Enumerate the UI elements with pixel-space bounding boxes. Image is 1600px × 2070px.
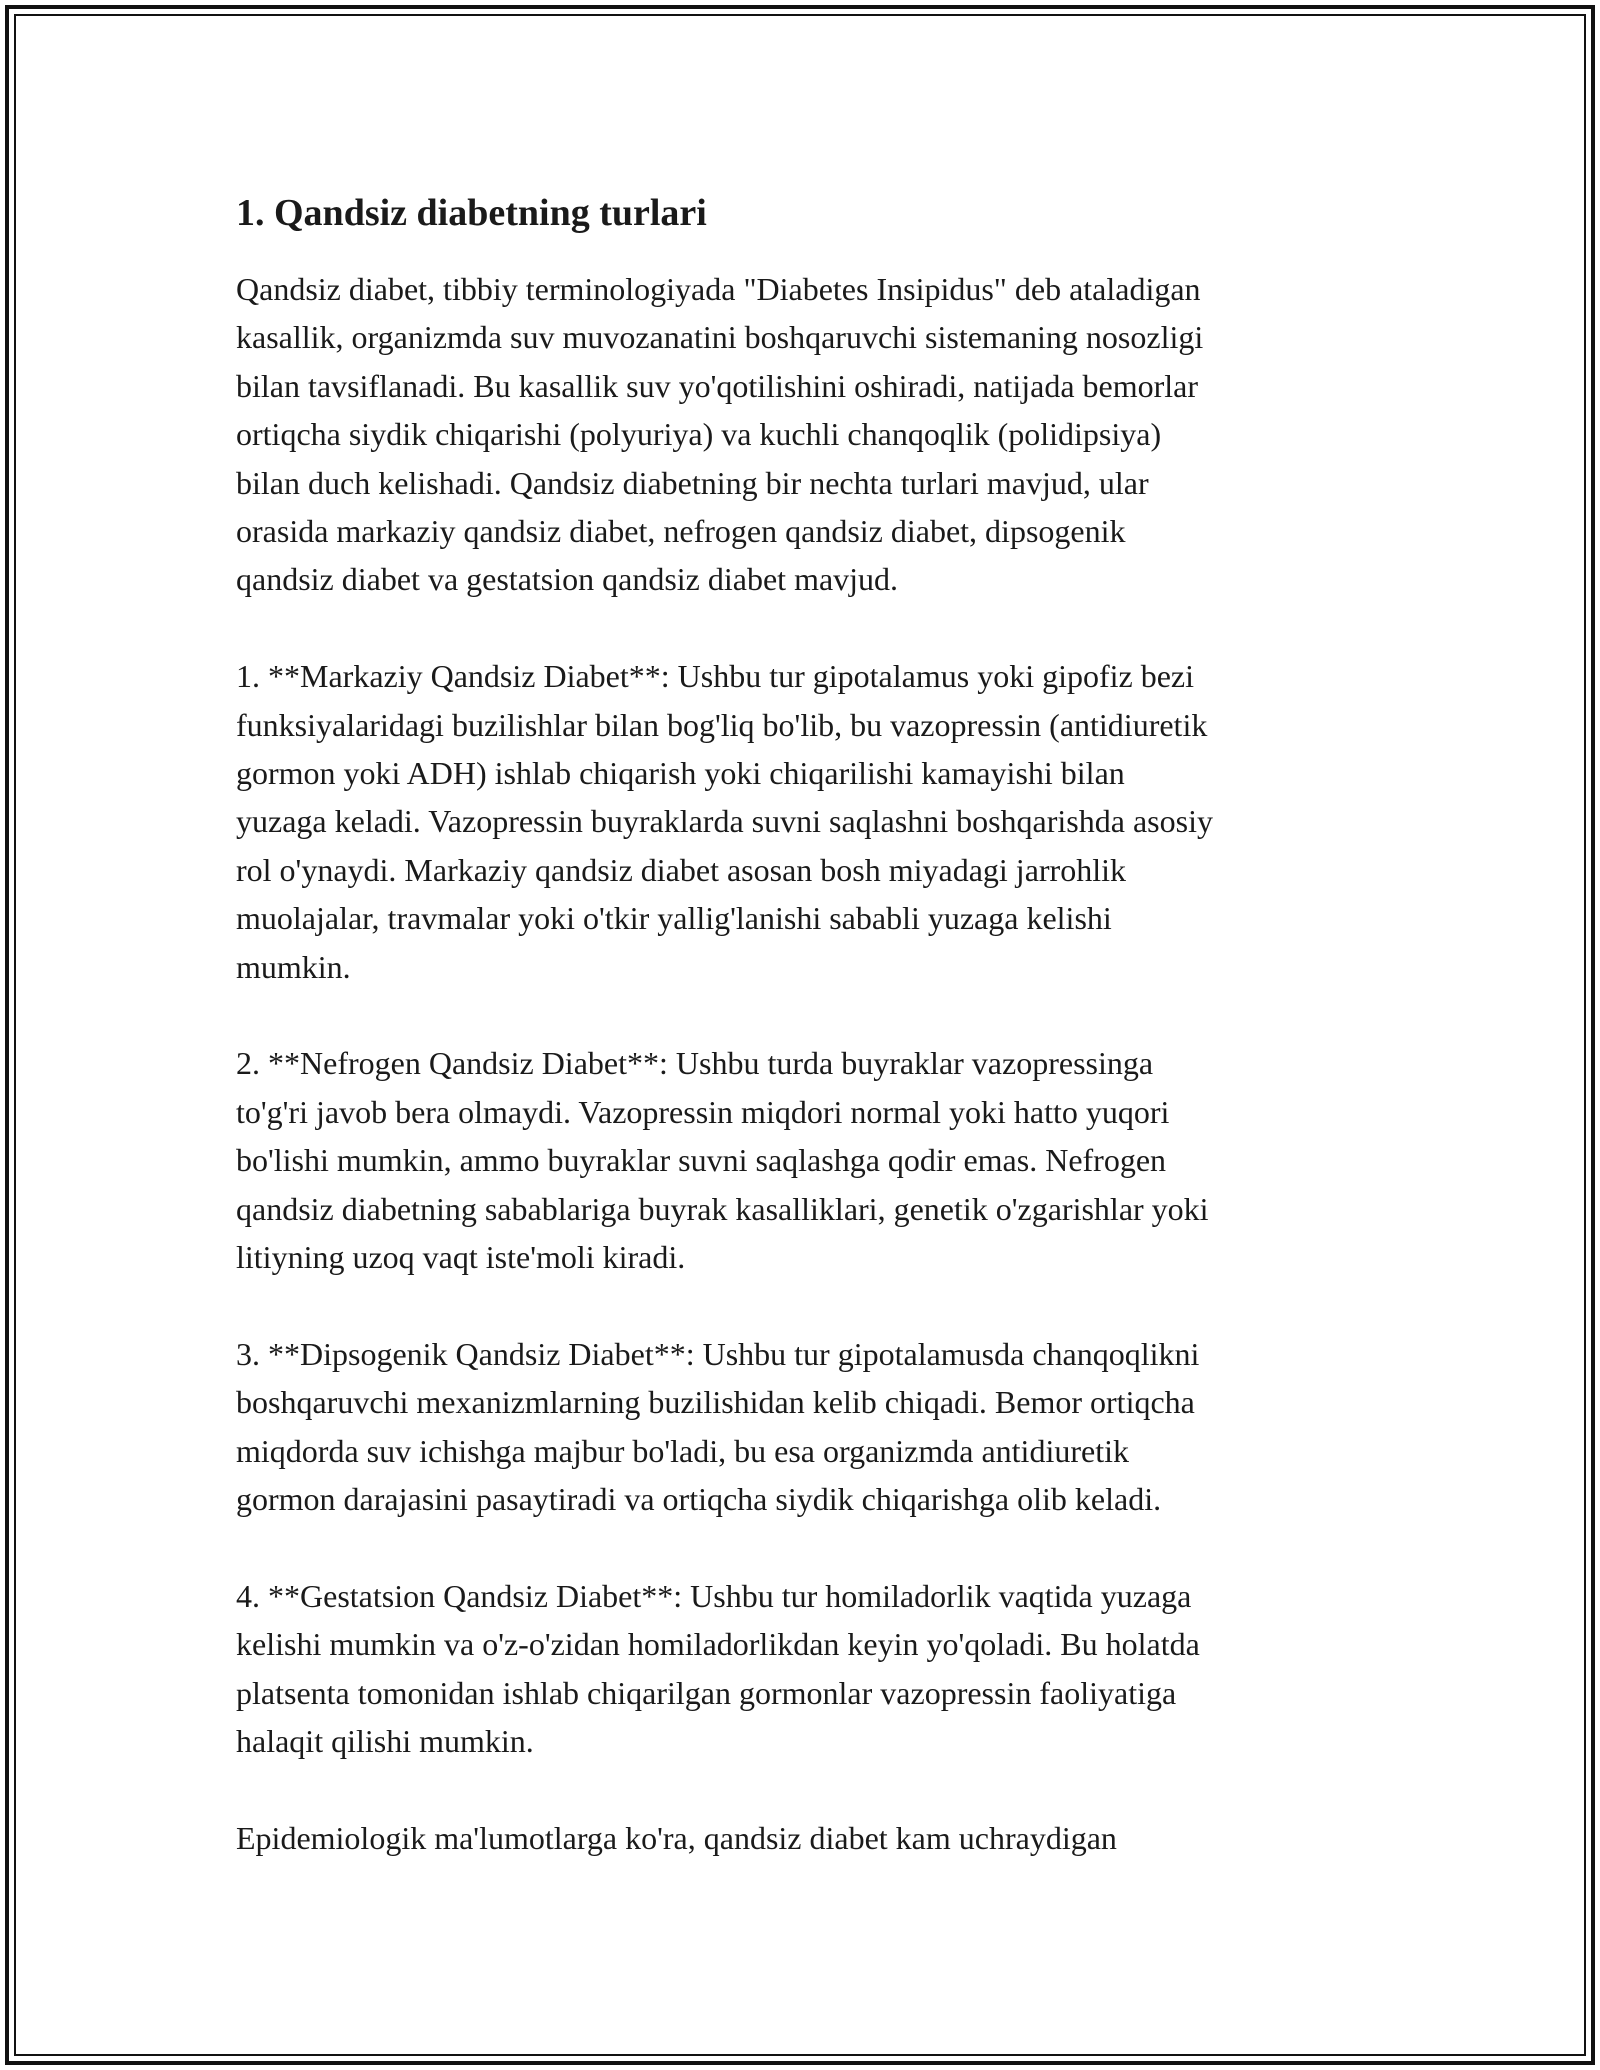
text-line: qandsiz diabetning sabablariga buyrak kasalliklari, genetik o'zgarishlar yoki [236, 1190, 1209, 1227]
text-line: miqdorda suv ichishga majbur bo'ladi, bu esa organizmda antidiuretik [236, 1432, 1129, 1469]
section-heading: 1. Qandsiz diabetning turlari [236, 192, 707, 234]
text-line: gormon yoki ADH) ishlab chiqarish yoki chiqarilishi kamayishi bilan [236, 755, 1125, 792]
text-line: to'g'ri javob bera olmaydi. Vazopressin miqdori normal yoki hatto yuqori [236, 1093, 1170, 1130]
text-line: kelishi mumkin va o'z-o'zidan homiladorlikdan keyin yo'qoladi. Bu holatda [236, 1626, 1200, 1663]
text-line: Qandsiz diabet, tibbiy terminologiyada "Diabetes Insipidus" deb ataladigan [236, 271, 1201, 307]
text-line: bilan duch kelishadi. Qandsiz diabetning bir nechta turlari mavjud, ular [236, 464, 1149, 501]
document-content [236, 185, 1376, 1911]
text-line: funksiyalaridagi buzilishlar bilan bog'liq bo'lib, bu vazopressin (antidiuretik [236, 706, 1208, 743]
text-line: gormon darajasini pasaytiradi va ortiqcha siydik chiqarishga olib keladi. [236, 1481, 1162, 1518]
text-line: 2. **Nefrogen Qandsiz Diabet**: Ushbu turda buyraklar vazopressinga [236, 1045, 1154, 1082]
text-line: rol o'ynaydi. Markaziy qandsiz diabet asosan bosh miyadagi jarrohlik [236, 851, 1126, 888]
text-line: qandsiz diabet va gestatsion qandsiz diabet mavjud. [236, 561, 899, 598]
gestational-diabetes-paragraph [236, 1572, 1376, 1766]
nephrogenic-diabetes-paragraph [236, 1039, 1376, 1281]
epidemiology-paragraph [236, 1814, 1376, 1862]
text-line: litiyning uzoq vaqt iste'moli kiradi. [236, 1239, 686, 1276]
intro-paragraph [236, 265, 1376, 604]
text-line: 4. **Gestatsion Qandsiz Diabet**: Ushbu tur homiladorlik vaqtida yuzaga [236, 1577, 1192, 1614]
text-line: 1. **Markaziy Qandsiz Diabet**: Ushbu tur gipotalamus yoki gipofiz bezi [236, 658, 1195, 695]
text-line: Epidemiologik ma'lumotlarga ko'ra, qandsiz diabet kam uchraydigan [236, 1819, 1117, 1856]
text-line: kasallik, organizmda suv muvozanatini boshqaruvchi sistemaning nosozligi [236, 319, 1204, 356]
text-line: muolajalar, travmalar yoki o'tkir yallig'lanishi sababli yuzaga kelishi [236, 900, 1112, 937]
text-line: bo'lishi mumkin, ammo buyraklar suvni saqlashga qodir emas. Nefrogen [236, 1142, 1167, 1179]
text-line: ortiqcha siydik chiqarishi (polyuriya) va kuchli chanqoqlik (polidipsiya) [236, 416, 1162, 453]
text-line: boshqaruvchi mexanizmlarning buzilishidan kelib chiqadi. Bemor ortiqcha [236, 1384, 1195, 1421]
text-line: mumkin. [236, 948, 351, 985]
text-line: yuzaga keladi. Vazopressin buyraklarda suvni saqlashni boshqarishda asosiy [236, 803, 1213, 840]
dipsogenic-diabetes-paragraph [236, 1330, 1376, 1524]
text-line: bilan tavsiflanadi. Bu kasallik suv yo'qotilishini oshiradi, natijada bemorlar [236, 367, 1199, 404]
central-diabetes-paragraph [236, 652, 1376, 991]
text-line: halaqit qilishi mumkin. [236, 1723, 534, 1760]
text-line: 3. **Dipsogenik Qandsiz Diabet**: Ushbu tur gipotalamusda chanqoqlikni [236, 1335, 1200, 1372]
text-line: platsenta tomonidan ishlab chiqarilgan gormonlar vazopressin faoliyatiga [236, 1674, 1177, 1711]
text-line: orasida markaziy qandsiz diabet, nefrogen qandsiz diabet, dipsogenik [236, 513, 1126, 550]
